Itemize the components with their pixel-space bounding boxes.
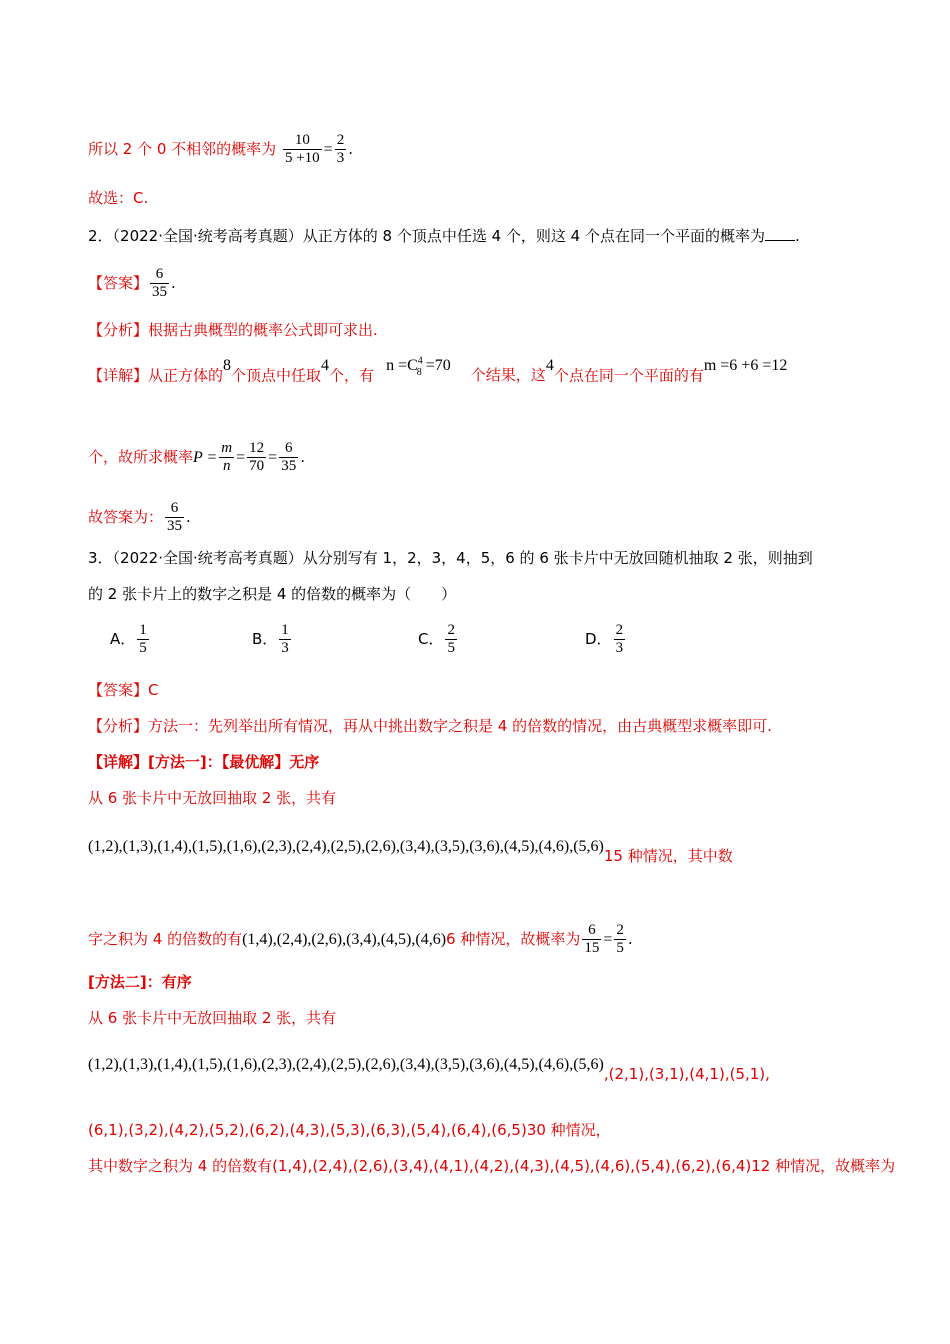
- option-c[interactable]: C． $\frac{2}{5}$: [418, 622, 455, 656]
- fraction: $\frac{6}{35}$: [152, 266, 168, 300]
- q3-detail-heading: 【详解】[方法一]：【最优解】无序: [88, 753, 320, 771]
- q2-probability: 个，故所求概率P = $\frac{m}{n}$ = $\frac{12}{70}$ = $\frac{6}{35}$ .: [88, 440, 305, 474]
- q3-analysis: 【分析】方法一：先列举出所有情况，再从中挑出数字之积是 4 的倍数的情况，由古典概型求概率即可.: [88, 717, 772, 735]
- question-3-line1: 3．（2022·全国·统考高考真题）从分别写有 1，2，3，4，5，6 的 6 张卡片中无放回随机抽取 2 张，则抽到: [88, 549, 813, 567]
- option-d[interactable]: D． $\frac{2}{3}$: [585, 622, 624, 656]
- fraction: $\frac{10}{5 +10}$: [284, 132, 320, 166]
- q2-answer: 【答案】 $\frac{6}{35}$ .: [88, 266, 176, 300]
- q2-final: 故答案为： $\frac{6}{35}$ .: [88, 500, 191, 534]
- answer-label: 【答案】: [88, 274, 149, 292]
- method1-list: (1,2),(1,3),(1,4),(1,5),(1,6),(2,3),(2,4),(2,5),(2,6),(3,4),(3,5),(3,6),(4,5),(4,6),(5,6)15 种情况，其中数: [88, 838, 733, 865]
- question-2-text: 2．（2022·全国·统考高考真题）从正方体的 8 个顶点中任选 4 个，则这 4 个点在同一个平面的概率为: [88, 227, 765, 245]
- q2-analysis: 【分析】根据古典概型的概率公式即可求出.: [88, 321, 378, 339]
- question-3-line2: 的 2 张卡片上的数字之积是 4 的倍数的概率为（ ）: [88, 585, 457, 603]
- method2-heading: [方法二]：有序: [88, 973, 192, 991]
- conclusion-text: 所以 2 个 0 不相邻的概率为: [88, 140, 277, 158]
- conclusion-line: 所以 2 个 0 不相邻的概率为 $\frac{10}{5 +10}$ = $\frac{2}{3}$ .: [88, 132, 353, 166]
- method1-result: 字之积为 4 的倍数的有(1,4),(2,4),(2,6),(3,4),(4,5),(4,6)6 种情况，故概率为 $\frac{6}{15}$ = $\frac{2}{5}$ .: [88, 922, 633, 956]
- method2-result: 其中数字之积为 4 的倍数有(1,4),(2,4),(2,6),(3,4),(4,1),(4,2),(4,3),(4,5),(4,6),(5,4),(6,2),(6,4)12 种情况，故概率为: [88, 1157, 896, 1175]
- option-b[interactable]: B． $\frac{1}{3}$: [252, 622, 289, 656]
- question-2: 2．（2022·全国·统考高考真题）从正方体的 8 个顶点中任选 4 个，则这 4 个点在同一个平面的概率为 .: [88, 227, 800, 245]
- q3-answer: 【答案】C: [88, 681, 159, 699]
- choice-line: 故选：C.: [88, 189, 149, 207]
- method2-intro: 从 6 张卡片中无放回抽取 2 张，共有: [88, 1009, 337, 1027]
- method1-intro: 从 6 张卡片中无放回抽取 2 张，共有: [88, 789, 337, 807]
- answer-blank: [765, 226, 795, 241]
- method2-list-cont: (6,1),(3,2),(4,2),(5,2),(6,2),(4,3),(5,3),(6,3),(5,4),(6,4),(6,5)30 种情况，: [88, 1121, 611, 1139]
- option-a[interactable]: A． $\frac{1}{5}$: [110, 622, 147, 656]
- q2-detail: 【详解】从正方体的8个顶点中任取4个，有$n =C^4_8 =70$个结果，这4个点在同一个平面的有m =6 +6 =12: [88, 356, 788, 385]
- fraction: $\frac{2}{3}$: [336, 132, 345, 166]
- method2-list: (1,2),(1,3),(1,4),(1,5),(1,6),(2,3),(2,4),(2,5),(2,6),(3,4),(3,5),(3,6),(4,5),(4,6),(5,6),(2,1),(3,1),(4,1),(5,1),: [88, 1056, 770, 1083]
